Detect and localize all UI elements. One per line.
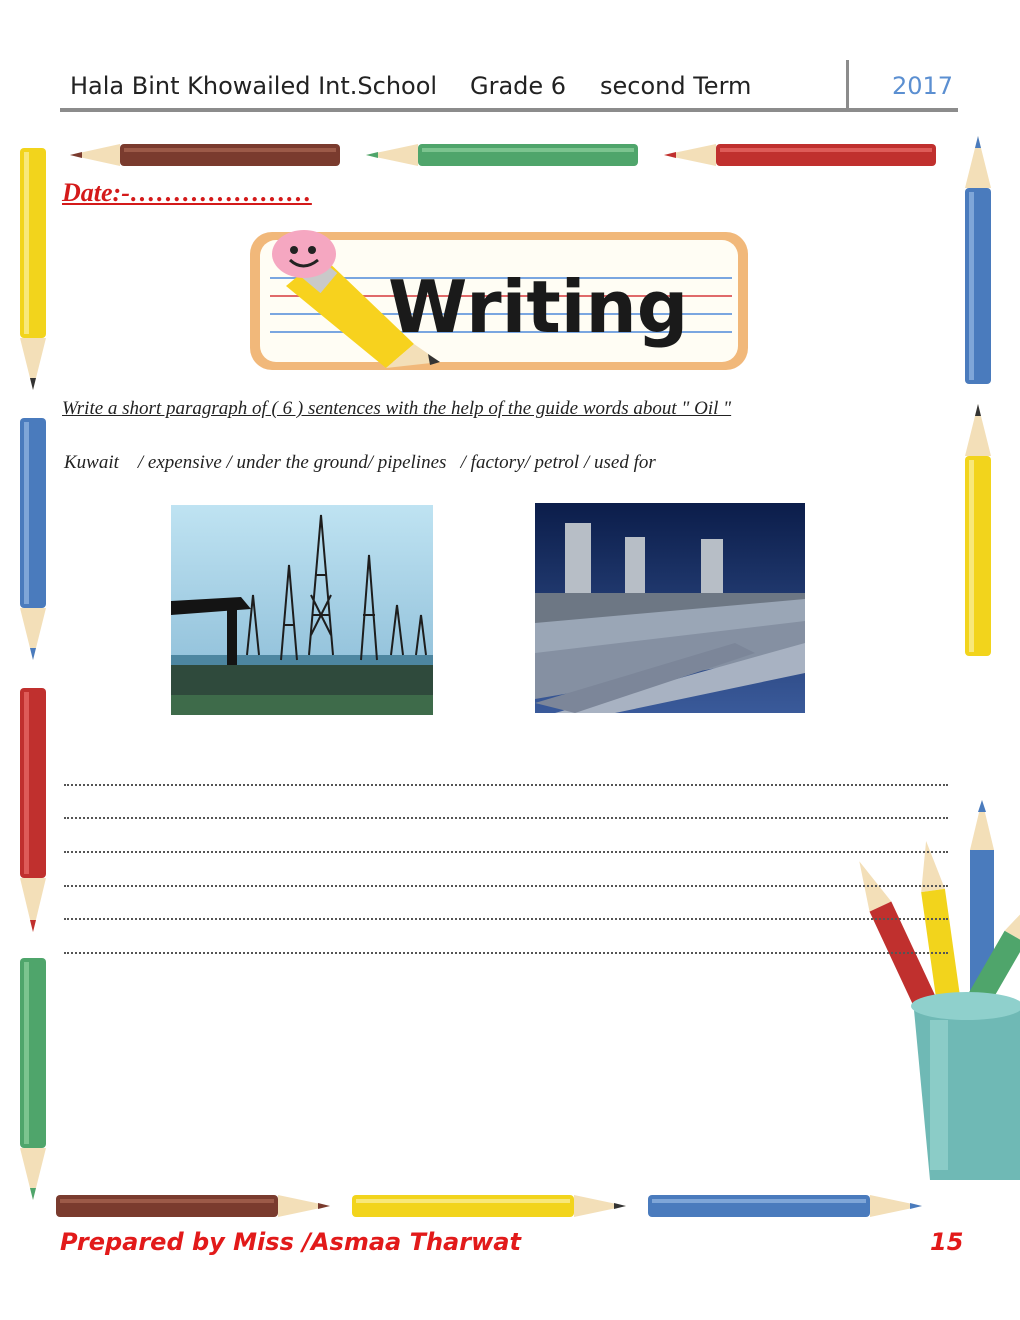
pencil-cup-icon [870,780,1020,1180]
writing-banner [246,226,752,374]
answer-line[interactable] [64,817,948,819]
red-pencil-icon [20,688,46,932]
pencil-border-top [0,0,1020,200]
footer-author: Prepared by Miss /Asmaa Tharwat [60,1228,521,1256]
blue-pencil-icon [965,136,991,384]
school-name: Hala Bint Khowailed Int.School [70,72,438,100]
blue-pencil-icon [20,418,46,660]
guide-words: Kuwait / expensive / under the ground/ pipelines / factory/ petrol / used for [64,452,656,473]
yellow-pencil-icon [352,1195,626,1217]
term-label: second Term [600,72,752,100]
pipelines-photo [535,503,805,713]
banner-title: Writing [388,265,689,349]
blue-pencil-icon [648,1195,922,1217]
oil-field-photo [171,505,433,715]
pencil-border-left [0,0,60,1320]
answer-line[interactable] [64,952,948,954]
green-pencil-icon [366,144,638,166]
date-field: Date:-………………… [62,178,312,207]
brown-pencil-icon [70,144,340,166]
task-instruction: Write a short paragraph of ( 6 ) sentences with the help of the guide words about " Oil " [62,398,732,419]
page-number: 15 [930,1228,964,1256]
answer-line[interactable] [64,885,948,887]
grade-label: Grade 6 [470,72,567,100]
green-pencil-icon [20,958,46,1200]
answer-line[interactable] [64,918,948,920]
answer-line[interactable] [64,851,948,853]
year-label: 2017 [892,72,954,100]
yellow-pencil-icon [20,148,46,390]
brown-pencil-icon [56,1195,330,1217]
pencil-border-bottom [0,1180,1020,1230]
yellow-pencil-icon [965,404,991,656]
answer-line[interactable] [64,784,948,786]
red-pencil-icon [664,144,936,166]
